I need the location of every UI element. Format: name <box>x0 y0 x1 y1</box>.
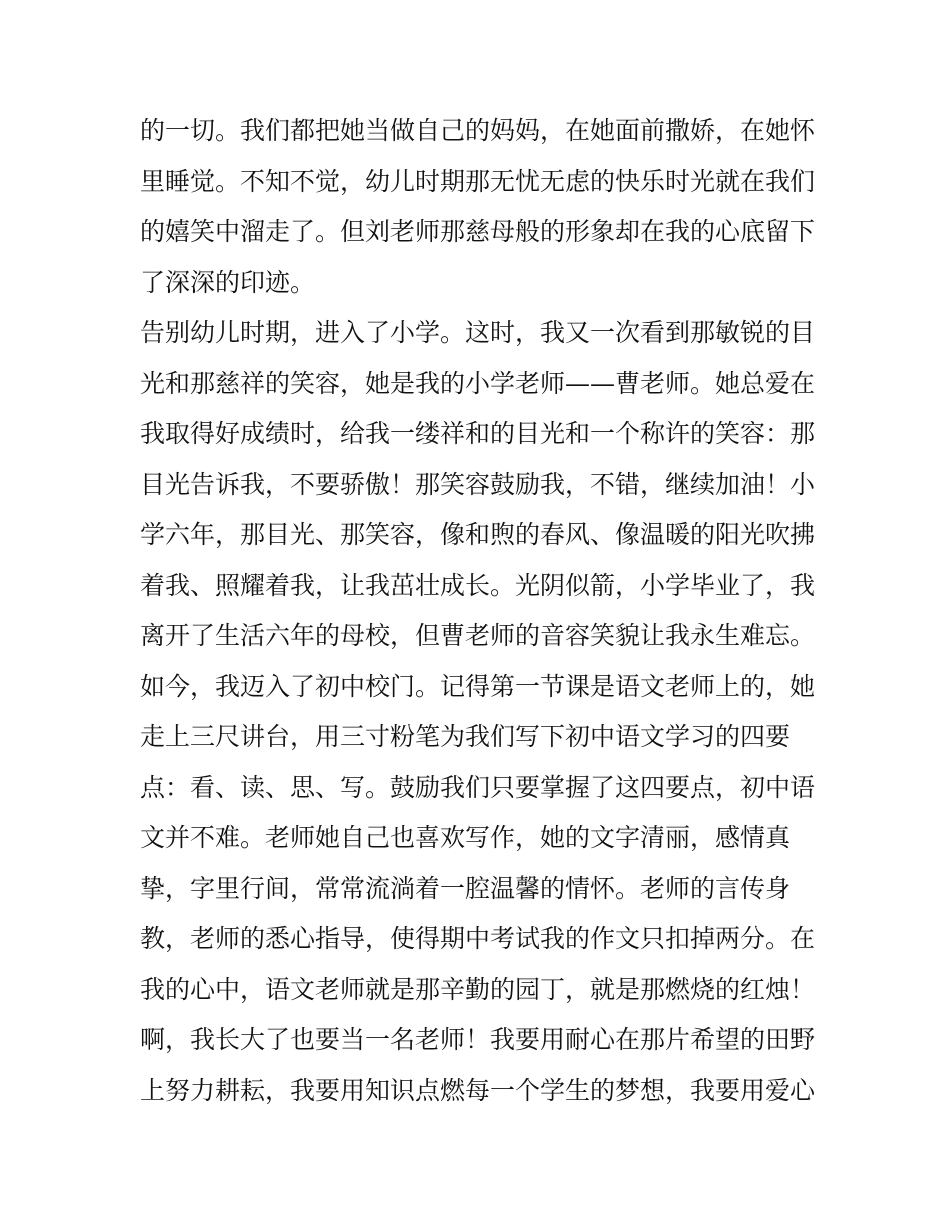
text-line: 了深深的印迹。 <box>140 267 316 297</box>
text-line: 文并不难。老师她自己也喜欢写作，她的文字清丽，感情真 <box>140 823 791 852</box>
text-line: 我的心中，语文老师就是那辛勤的园丁，就是那燃烧的红烛！ <box>140 974 816 1004</box>
text-line: 我取得好成绩时，给我一缕祥和的目光和一个称许的笑容：那 <box>140 419 816 448</box>
text-line: 里睡觉。不知不觉，幼儿时期那无忧无虑的快乐时光就在我们 <box>140 166 816 196</box>
text-line: 如今，我迈入了初中校门。记得第一节课是语文老师上的，她 <box>140 671 816 701</box>
text-line: 上努力耕耘，我要用知识点燃每一个学生的梦想，我要用爱心 <box>140 1075 816 1105</box>
text-line: 的嬉笑中溜走了。但刘老师那慈母般的形象却在我的心底留下 <box>140 217 816 246</box>
text-line: 教，老师的悉心指导，使得期中考试我的作文只扣掉两分。在 <box>140 924 816 953</box>
text-line: 离开了生活六年的母校，但曹老师的音容笑貌让我永生难忘。 <box>140 621 816 650</box>
text-line: 啊，我长大了也要当一名老师！我要用耐心在那片希望的田野 <box>140 1025 816 1054</box>
text-line: 走上三尺讲台，用三寸粉笔为我们写下初中语文学习的四要 <box>140 722 791 751</box>
text-line: 学六年，那目光、那笑容，像和煦的春风、像温暖的阳光吹拂 <box>140 520 816 549</box>
text-line: 挚，字里行间，常常流淌着一腔温馨的情怀。老师的言传身 <box>140 873 791 903</box>
text-line: 目光告诉我，不要骄傲！那笑容鼓励我，不错，继续加油！小 <box>140 469 816 499</box>
text-line: 告别幼儿时期，进入了小学。这时，我又一次看到那敏锐的目 <box>140 318 816 347</box>
text-line: 的一切。我们都把她当做自己的妈妈，在她面前撒娇，在她怀 <box>140 116 816 145</box>
essay-text <box>140 106 820 1116</box>
text-line: 点：看、读、思、写。鼓励我们只要掌握了这四要点，初中语 <box>140 772 816 802</box>
text-line: 光和那慈祥的笑容，她是我的小学老师——曹老师。她总爱在 <box>140 368 816 398</box>
text-line: 着我、照耀着我，让我茁壮成长。光阴似箭，小学毕业了，我 <box>140 570 816 600</box>
